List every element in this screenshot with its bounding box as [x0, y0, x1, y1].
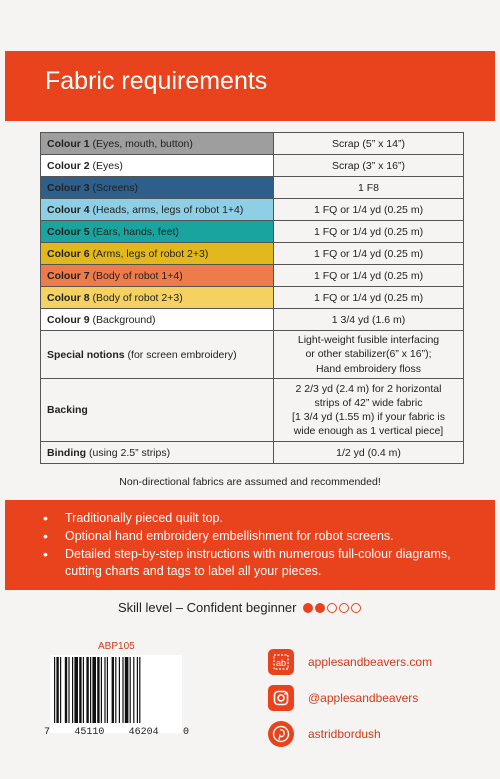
fabric-label-bold: Colour 1 [47, 137, 90, 150]
fabric-label-bold: Colour 2 [47, 159, 90, 172]
barcode-bar [92, 657, 96, 723]
barcode-bar [112, 657, 114, 723]
fabric-label-cell [41, 243, 274, 265]
barcode-bar [139, 657, 140, 723]
fabric-label-bold: Backing [47, 404, 88, 416]
fabric-label-detail: (Eyes) [89, 159, 123, 172]
barcode-bar [137, 657, 138, 723]
social-links [268, 647, 432, 755]
fabric-amount-line: wide enough as 1 vertical piece] [293, 425, 444, 438]
barcode-bar [86, 657, 88, 723]
barcode-bar [122, 657, 123, 723]
fabric-amount-cell: 1 FQ or 1/4 yd (0.25 m) [274, 199, 464, 221]
fabric-amount-cell: 1 3/4 yd (1.6 m) [274, 309, 464, 331]
fabric-label-bold: Binding [47, 446, 87, 459]
fabric-label-bold: Colour 4 [47, 203, 90, 216]
table-row [41, 155, 464, 177]
barcode-digit-group: 45110 [74, 727, 105, 738]
barcode-bar [79, 657, 81, 723]
instagram-icon [268, 685, 294, 711]
bullet-icon: • [43, 528, 48, 544]
barcode-digit-group: 0 [182, 727, 189, 738]
fabric-amount-line: Hand embroidery floss [315, 362, 422, 375]
fabric-label-cell [41, 155, 274, 177]
fabric-label-bold: Colour 9 [47, 313, 90, 326]
fabric-label-cell [41, 265, 274, 287]
fabric-amount-cell: Scrap (5” x 14”) [274, 133, 464, 155]
features-band [5, 500, 495, 590]
table-row [41, 309, 464, 331]
barcode-bar [83, 657, 84, 723]
fabric-amount-cell: 1 F8 [274, 177, 464, 199]
barcode-bar [97, 657, 99, 723]
barcode-bar [133, 657, 134, 723]
fabric-label-detail: (Body of robot 1+4) [89, 269, 183, 282]
feature-text: Detailed step-by-step instructions with numerous full-colour diagrams, cutting charts and tags to label all your pieces. [65, 547, 451, 578]
barcode-bar [74, 657, 78, 723]
fabric-label-bold: Colour 5 [47, 225, 90, 238]
barcode-digit-group: 7 [44, 727, 51, 738]
logo-ab-icon [268, 649, 294, 675]
barcode-bar [130, 657, 131, 723]
barcode-bar [65, 657, 67, 723]
table-row [41, 199, 464, 221]
features-list [43, 510, 485, 581]
fabric-label-cell [41, 133, 274, 155]
table-row [41, 287, 464, 309]
barcode-bar [125, 657, 129, 723]
fabric-requirements-table [40, 132, 464, 464]
fabric-label-detail: (Background) [89, 313, 156, 326]
table-row [41, 243, 464, 265]
header-band [5, 51, 495, 121]
fabric-label-bold: Special notions [47, 348, 125, 361]
skill-dot-filled-icon [303, 603, 313, 613]
skill-dot-empty-icon [351, 603, 361, 613]
feature-item [43, 510, 485, 527]
table-row [41, 379, 464, 442]
social-row-website[interactable] [268, 647, 432, 677]
fabric-label-detail: (Body of robot 2+3) [89, 291, 183, 304]
fabric-amount-cell: 1/2 yd (0.4 m) [274, 442, 464, 464]
pinterest-icon [268, 721, 294, 747]
social-row-pinterest[interactable] [268, 719, 432, 749]
barcode-bar [107, 657, 108, 723]
svg-text:ab: ab [275, 658, 287, 668]
feature-item [43, 546, 485, 580]
website-link[interactable]: applesandbeavers.com [308, 655, 433, 669]
table-row [41, 221, 464, 243]
fabric-amount-cell [274, 379, 464, 442]
fabric-label-bold: Colour 6 [47, 247, 90, 260]
table-row [41, 442, 464, 464]
fabric-label-cell [41, 442, 274, 464]
skill-dot-empty-icon [339, 603, 349, 613]
bullet-icon: • [43, 546, 48, 562]
skill-level-dots [303, 603, 363, 613]
fabric-label-cell [41, 177, 274, 199]
fabric-label-detail: (Arms, legs of robot 2+3) [89, 247, 209, 260]
fabric-label-cell [41, 221, 274, 243]
feature-text: Traditionally pieced quilt top. [65, 511, 223, 525]
fabric-amount-cell: 1 FQ or 1/4 yd (0.25 m) [274, 287, 464, 309]
table-row [41, 133, 464, 155]
fabric-amount-line: strips of 42” wide fabric [314, 396, 423, 409]
fabric-label-detail: (Eyes, mouth, button) [89, 137, 193, 150]
fabric-amount-cell: Scrap (3” x 16”) [274, 155, 464, 177]
table-row [41, 331, 464, 379]
barcode-digits [44, 727, 189, 738]
barcode-digit-group: 46204 [128, 727, 159, 738]
skill-dot-empty-icon [327, 603, 337, 613]
table-row [41, 265, 464, 287]
fabric-label-bold: Colour 7 [47, 269, 90, 282]
fabric-amount-cell: 1 FQ or 1/4 yd (0.25 m) [274, 265, 464, 287]
fabric-label-cell [41, 309, 274, 331]
fabric-amount-line: Light-weight fusible interfacing [297, 334, 440, 347]
fabric-label-cell [41, 199, 274, 221]
barcode-bar [68, 657, 69, 723]
barcode-bar [101, 657, 102, 723]
skill-level [118, 600, 363, 615]
fabric-label-cell [41, 287, 274, 309]
barcode-bar [72, 657, 73, 723]
feature-item [43, 528, 485, 545]
fabric-amount-cell: 1 FQ or 1/4 yd (0.25 m) [274, 221, 464, 243]
skill-dot-filled-icon [315, 603, 325, 613]
barcode-bar [60, 657, 61, 723]
fabric-label-cell [41, 331, 274, 379]
pinterest-link[interactable]: astridbordush [308, 727, 381, 741]
feature-text: Optional hand embroidery embellishment for robot screens. [65, 529, 394, 543]
fabric-amount-cell: 1 FQ or 1/4 yd (0.25 m) [274, 243, 464, 265]
fabric-note: Non-directional fabrics are assumed and recommended! [119, 476, 381, 488]
fabric-label-detail: (using 2.5” strips) [86, 446, 171, 459]
fabric-label-detail: (Heads, arms, legs of robot 1+4) [89, 203, 244, 216]
fabric-amount-line: or other stabilizer(6” x 16”); [305, 348, 432, 361]
skill-level-label: Skill level – Confident beginner [118, 600, 297, 615]
barcode-bar [56, 657, 58, 723]
fabric-label-detail: (for screen embroidery) [124, 348, 237, 361]
social-row-instagram[interactable] [268, 683, 432, 713]
table-row [41, 177, 464, 199]
fabric-label-cell [41, 379, 274, 442]
fabric-label-bold: Colour 3 [47, 181, 90, 194]
page-title: Fabric requirements [45, 67, 268, 95]
bullet-icon: • [43, 510, 48, 526]
barcode-bar [104, 657, 105, 723]
barcode-image [50, 655, 182, 733]
fabric-label-detail: (Ears, hands, feet) [89, 225, 179, 238]
barcode-bar [119, 657, 120, 723]
product-code: ABP105 [98, 641, 135, 652]
barcode-bar [54, 657, 55, 723]
fabric-label-bold: Colour 8 [47, 291, 90, 304]
fabric-amount-line: 2 2/3 yd (2.4 m) for 2 horizontal [295, 382, 442, 395]
barcode-bar [115, 657, 116, 723]
fabric-amount-line: [1 3/4 yd (1.55 m) if your fabric is [292, 411, 445, 423]
barcode-bar [90, 657, 91, 723]
fabric-label-detail: (Screens) [89, 181, 139, 194]
fabric-amount-cell [274, 331, 464, 379]
instagram-link[interactable]: @applesandbeavers [308, 691, 419, 705]
